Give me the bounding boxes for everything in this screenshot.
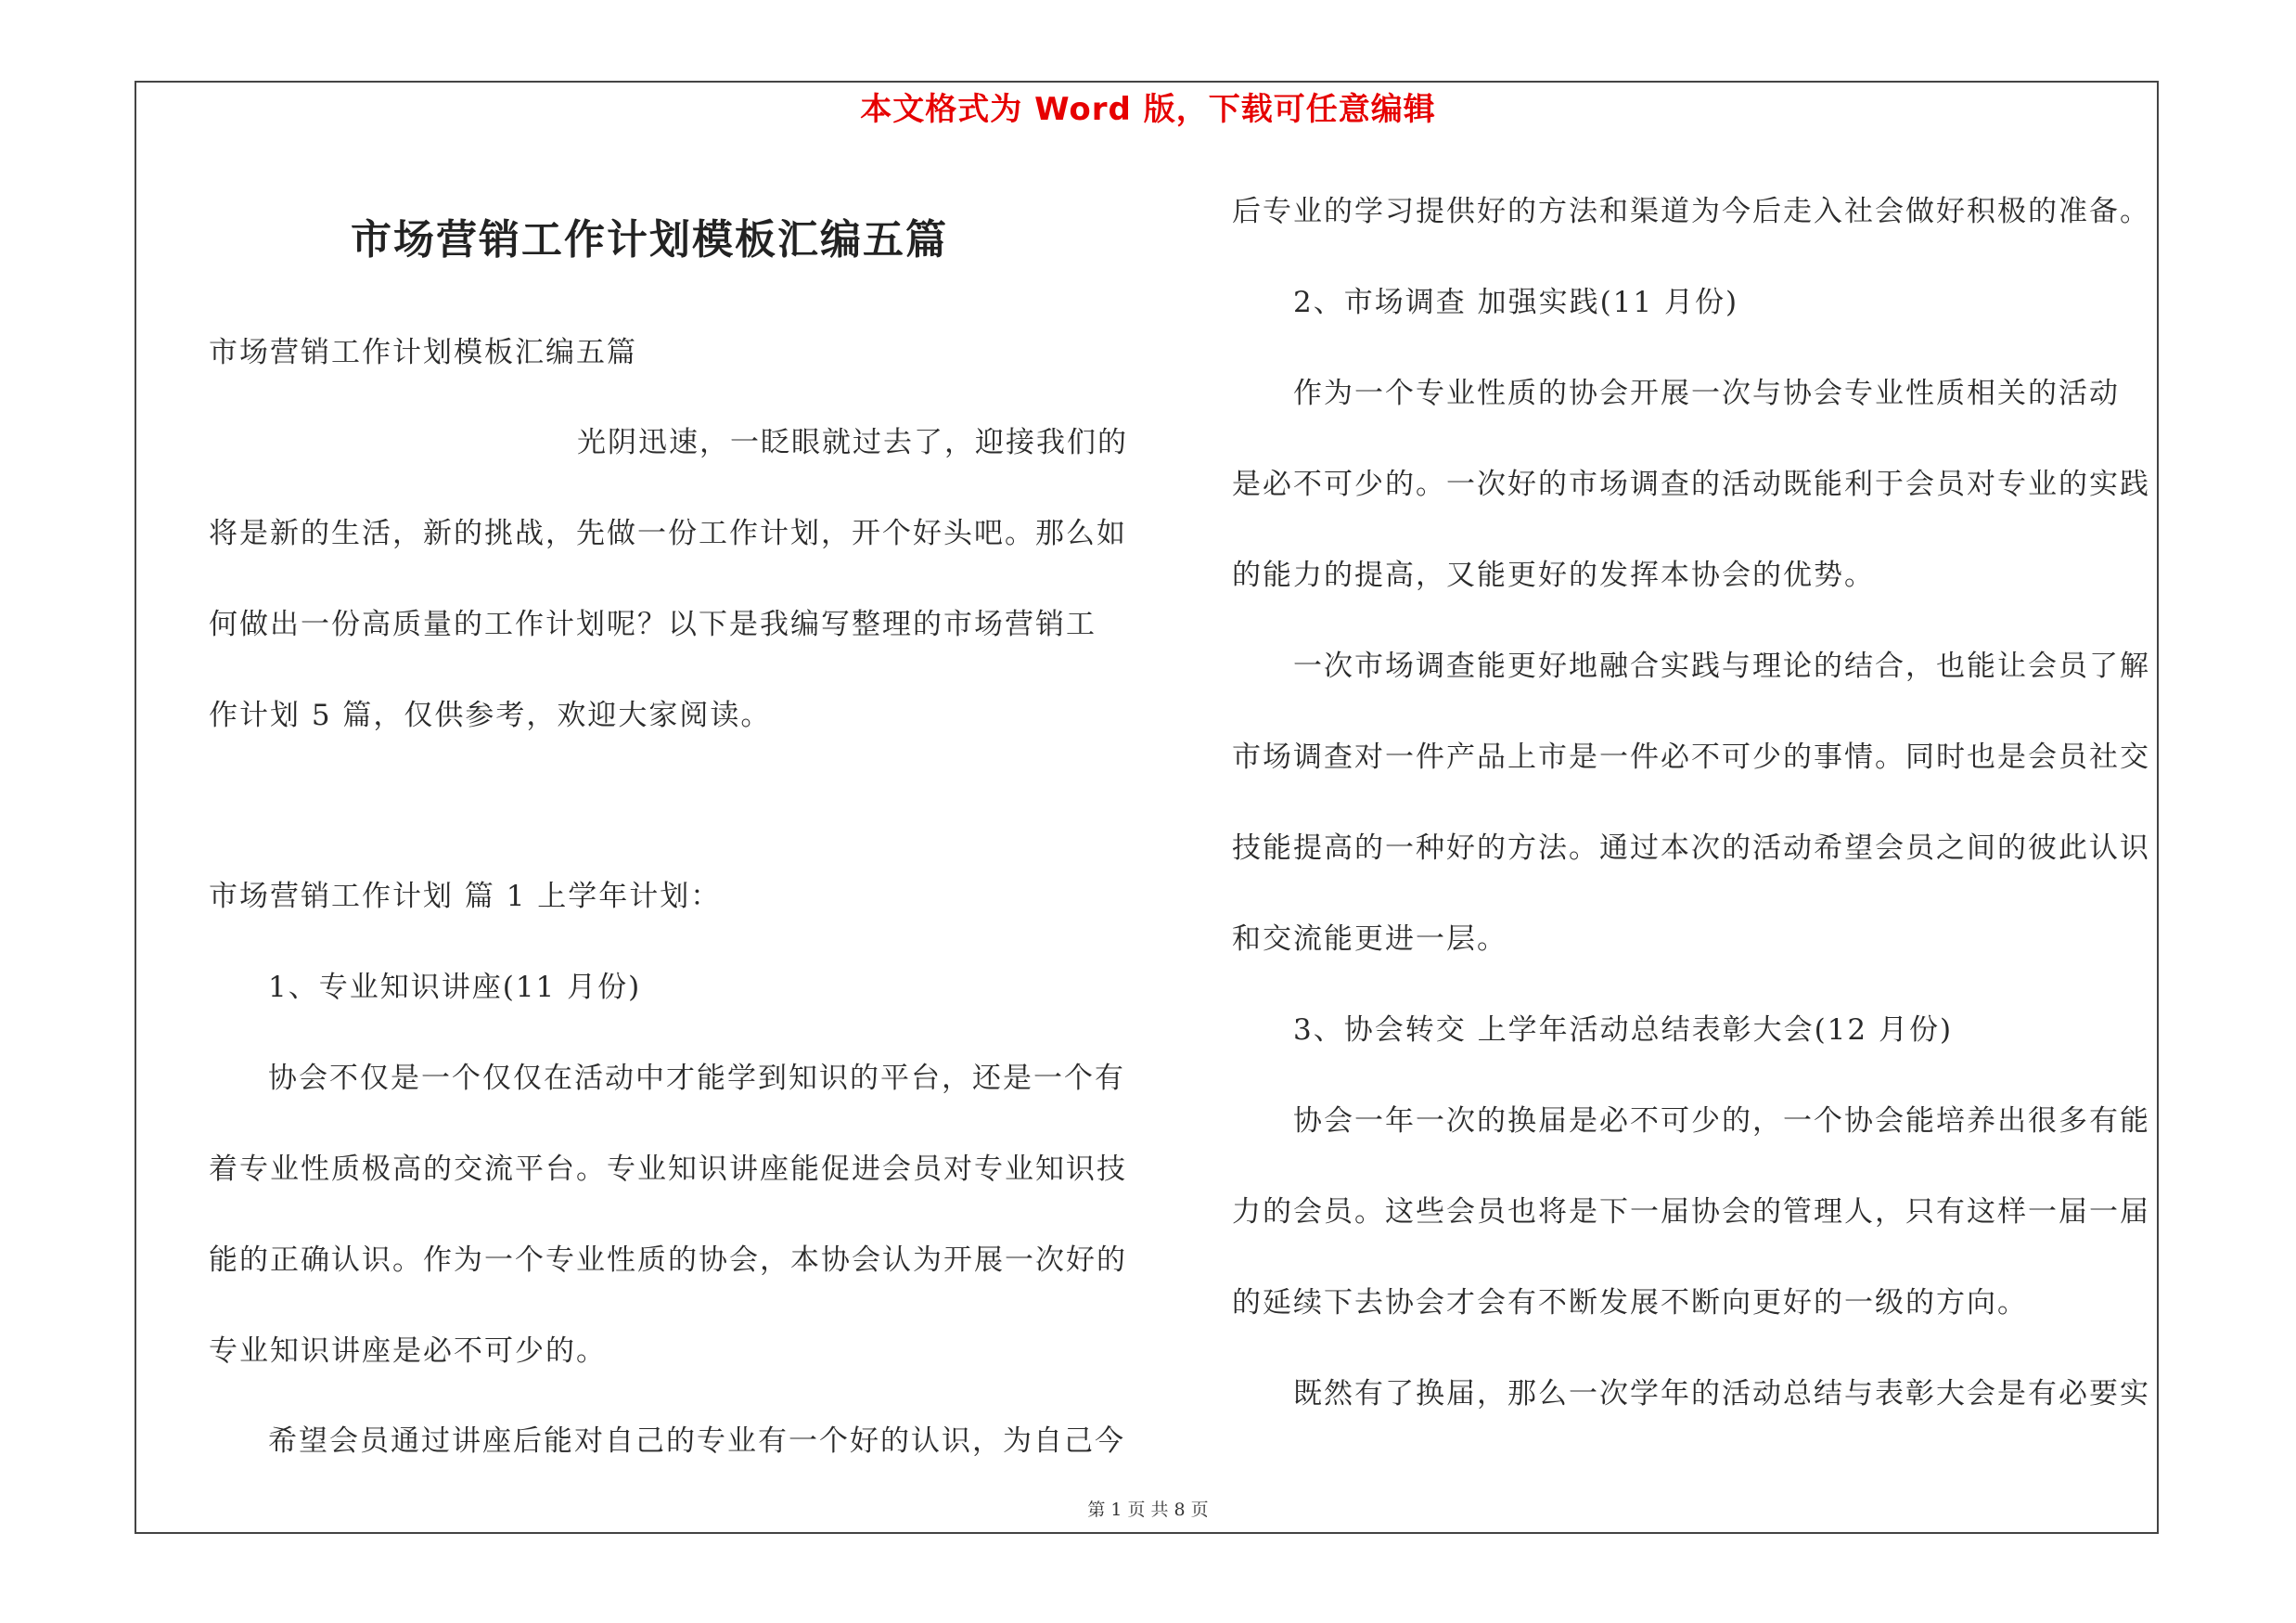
left-line: 将是新的生活，新的挑战，先做一份工作计划，开个好头吧。那么如	[209, 517, 1127, 550]
left-line: 作计划 5 篇，仅供参考，欢迎大家阅读。	[209, 699, 772, 732]
right-line-item-heading: 3、协会转交 上学年活动总结表彰大会(12 月份)	[1293, 1013, 1954, 1047]
right-line: 和交流能更进一层。	[1232, 922, 1507, 956]
right-line: 技能提高的一种好的方法。通过本次的活动希望会员之间的彼此认识	[1232, 831, 2150, 865]
right-line: 市场调查对一件产品上市是一件必不可少的事情。同时也是会员社交	[1232, 741, 2150, 774]
left-line-subtitle: 市场营销工作计划模板汇编五篇	[209, 336, 637, 369]
left-line: 着专业性质极高的交流平台。专业知识讲座能促进会员对专业知识技	[209, 1153, 1127, 1186]
right-line: 是必不可少的。一次好的市场调查的活动既能利于会员对专业的实践	[1232, 468, 2150, 501]
right-line: 协会一年一次的换届是必不可少的，一个协会能培养出很多有能	[1293, 1104, 2150, 1138]
left-line: 协会不仅是一个仅仅在活动中才能学到知识的平台，还是一个有	[268, 1062, 1125, 1095]
right-line: 一次市场调查能更好地融合实践与理论的结合，也能让会员了解	[1293, 650, 2150, 683]
document-title: 市场营销工作计划模板汇编五篇	[351, 216, 948, 264]
left-line: 希望会员通过讲座后能对自己的专业有一个好的认识，为自己今	[268, 1424, 1125, 1458]
right-line: 的延续下去协会才会有不断发展不断向更好的一级的方向。	[1232, 1286, 2028, 1320]
right-line: 后专业的学习提供好的方法和渠道为今后走入社会做好积极的准备。	[1232, 195, 2150, 228]
right-line-item-heading: 2、市场调查 加强实践(11 月份)	[1293, 286, 1739, 319]
left-line: 光阴迅速，一眨眼就过去了，迎接我们的	[577, 426, 1128, 459]
right-line: 既然有了换届，那么一次学年的活动总结与表彰大会是有必要实	[1293, 1377, 2150, 1410]
page-number-footer: 第 1 页 共 8 页	[1087, 1500, 1209, 1520]
left-line-item-heading: 1、专业知识讲座(11 月份)	[268, 971, 642, 1004]
word-format-banner: 本文格式为 Word 版，下载可任意编辑	[860, 91, 1436, 128]
right-line: 作为一个专业性质的协会开展一次与协会专业性质相关的活动	[1293, 377, 2120, 410]
right-line: 力的会员。这些会员也将是下一届协会的管理人，只有这样一届一届	[1232, 1195, 2150, 1229]
left-line: 何做出一份高质量的工作计划呢？以下是我编写整理的市场营销工	[209, 608, 1097, 641]
left-line: 能的正确认识。作为一个专业性质的协会，本协会认为开展一次好的	[209, 1243, 1127, 1277]
left-line: 专业知识讲座是必不可少的。	[209, 1334, 607, 1368]
right-line: 的能力的提高，又能更好的发挥本协会的优势。	[1232, 559, 1875, 592]
left-line-section-heading: 市场营销工作计划 篇 1 上学年计划：	[209, 880, 722, 913]
